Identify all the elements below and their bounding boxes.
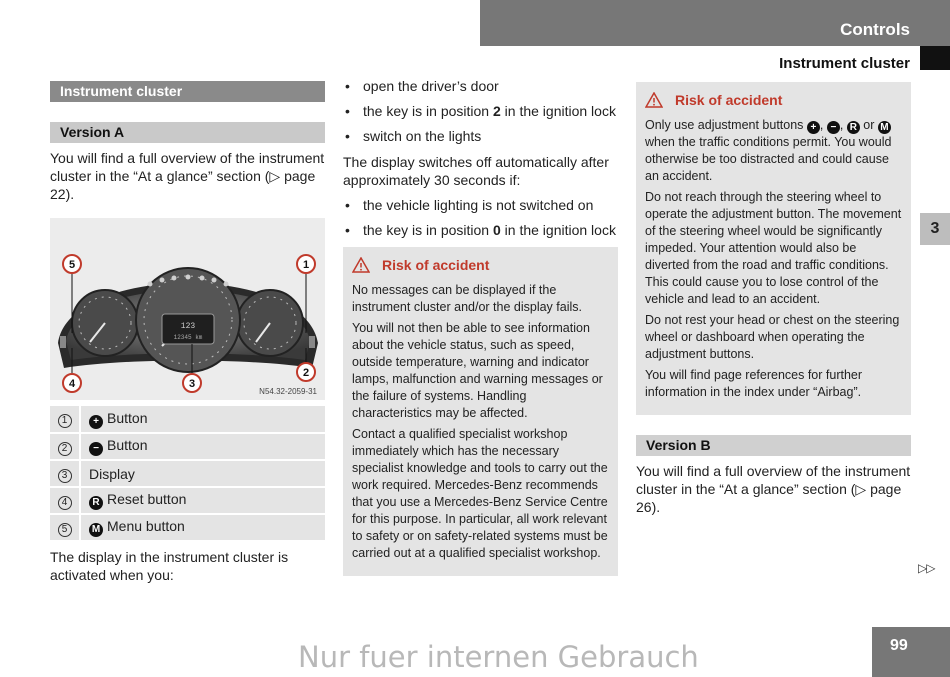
legend-row (50, 514, 325, 541)
callout-2 (297, 363, 315, 381)
callout-4 (63, 374, 81, 392)
continue-marker: ▷▷ (918, 561, 935, 575)
plus-button-icon: + (89, 415, 103, 429)
column-right (636, 82, 911, 516)
edge-marker (920, 46, 950, 70)
legend-row (50, 460, 325, 487)
warning-title: Risk of accident (382, 257, 490, 273)
legend-label: Button (107, 437, 148, 453)
instrument-cluster-figure (50, 218, 325, 400)
plus-button-icon: + (807, 121, 820, 134)
list-item: • the key is in position 0 in the ignition lock (343, 222, 618, 239)
warning-paragraph: Do not rest your head or chest on the steering wheel or dashboard when operating the adjustment buttons. (645, 313, 900, 361)
warning-triangle-icon (352, 257, 370, 273)
legend-label: Button (107, 409, 148, 426)
warning-triangle-icon (645, 92, 663, 108)
chapter-tab[interactable]: 3 (920, 213, 950, 245)
warning-paragraph: Do not reach through the steering wheel to operate the adjustment button. The movement of the steering wheel would be significantly impeded. Your attention would also be diverted from the road and traffic conditions. This could cause you to lose control of the vehicle and lead to an accident. (645, 190, 902, 306)
callout-3 (183, 374, 201, 392)
legend-label: Display (89, 465, 135, 482)
legend-table (50, 406, 325, 542)
list-item: • the key is in position 2 in the ignition lock (343, 103, 618, 120)
menu-button-icon: M (878, 121, 891, 134)
header-bar (480, 0, 950, 46)
warning-paragraph: You will find page references for further information in the index under “Airbag”. (645, 368, 863, 399)
version-a-intro: You will find a full overview of the instrument cluster in the “At a glance” section (▷ page 22). (50, 150, 325, 202)
legend-number: 5 (58, 523, 72, 537)
warning-paragraph: Contact a qualified specialist workshop immediately which has the necessary specialist knowledge and tools to carry out the work required. Mercedes-Benz recommends that you use a Mercedes-Benz Service Centre for this purpose. In particular, all work relevant to safety or on safety-related systems must be carried out at a qualified specialist workshop. (352, 427, 608, 560)
minus-button-icon: − (89, 442, 103, 456)
warning-paragraph-buttons: Only use adjustment buttons + , − , R or M when the traffic conditions permit. You would otherwise be too distracted and could cause an accident. (645, 118, 892, 183)
version-b-text: You will find a full overview of the instrument cluster in the “At a glance” section (▷ page 26). (636, 463, 911, 515)
svg-text:3: 3 (188, 378, 196, 390)
reset-button-icon: R (847, 121, 860, 134)
minus-button-icon: − (827, 121, 840, 134)
svg-text:2: 2 (302, 367, 310, 379)
list-item: • the vehicle lighting is not switched on (343, 197, 618, 214)
section-heading: Instrument cluster (50, 81, 325, 102)
display-activation-text: The display in the instrument cluster is activated when you: (50, 549, 289, 583)
legend-row (50, 487, 325, 514)
column-left (50, 81, 325, 584)
instrument-cluster-illustration (50, 218, 325, 400)
column-middle (343, 78, 618, 576)
activation-list (343, 78, 618, 145)
warning-paragraph: No messages can be displayed if the instrument cluster and/or the display fails. (352, 283, 582, 314)
legend-row (50, 433, 325, 460)
legend-number: 2 (58, 442, 72, 456)
menu-button-icon: M (89, 523, 103, 537)
legend-number: 1 (58, 414, 72, 428)
svg-text:123: 123 (180, 322, 196, 331)
warning-box (343, 247, 618, 576)
legend-label: Reset button (107, 491, 187, 507)
watermark: Nur fuer internen Gebrauch (298, 640, 699, 674)
version-b-heading: Version B (636, 435, 911, 456)
switch-off-intro: The display switches off automatically after approximately 30 seconds if: (343, 154, 609, 188)
section-title: Controls (840, 20, 910, 39)
callout-1 (297, 255, 315, 273)
reset-button-icon: R (89, 496, 103, 510)
legend-number: 3 (58, 469, 72, 483)
list-item: • switch on the lights (343, 128, 618, 145)
svg-text:12345 km: 12345 km (173, 334, 203, 341)
svg-text:4: 4 (68, 378, 76, 390)
warning-box (636, 82, 911, 415)
legend-label: Menu button (107, 518, 185, 534)
version-a-heading: Version A (50, 122, 325, 143)
svg-text:1: 1 (302, 259, 310, 271)
callout-5 (63, 255, 81, 273)
warning-paragraph: You will not then be able to see information about the vehicle status, such as speed, outside temperature, warning and indicator lamps, malfunction and warning messages or the failure of systems. Handling characteristics may be affected. (352, 321, 603, 420)
svg-text:5: 5 (68, 259, 76, 271)
warning-title: Risk of accident (675, 92, 783, 108)
page-number: 99 (872, 627, 950, 677)
subsection-title: Instrument cluster (779, 55, 910, 72)
switch-off-list (343, 197, 618, 239)
figure-reference: N54.32-2059-31 (259, 387, 317, 396)
list-item: • open the driver’s door (343, 78, 618, 95)
legend-row (50, 406, 325, 433)
legend-number: 4 (58, 496, 72, 510)
